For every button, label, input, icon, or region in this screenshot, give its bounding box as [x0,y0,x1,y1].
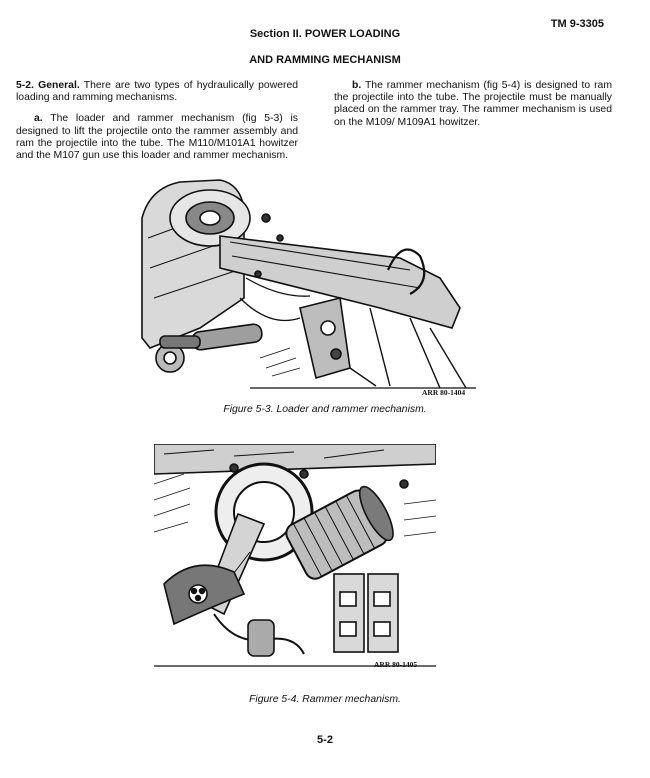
figure-loader-rammer-illustration [140,178,476,396]
page-number: 5-2 [317,734,333,746]
paragraph-b-text: The rammer mechanism (fig 5-4) is designed to ram the projectile into the tube. The projectile must be manually placed on the rammer tray. The rammer mechanism is used on the M109/ M109A1 howitzer. [334,80,612,128]
figure-stamp: ARR 80-1404 [422,388,466,397]
paragraph-b [334,80,612,129]
paragraph-a-lead: a. [34,113,43,125]
document-id: TM 9-3305 [550,18,604,30]
figure-rammer-illustration [154,444,436,670]
paragraph-a-text: The loader and rammer mechanism (fig 5-3) is designed to lift the projectile onto the rammer assembly and ram the projectile into the tube. The M110/M101A1 howitzer and the M107 gun use this loader and rammer mechanism. [16,113,298,162]
left-column [16,80,298,171]
right-column [334,80,612,138]
paragraph-general-lead: 5-2. General. [16,80,80,91]
figure-caption: Figure 5-3. Loader and rammer mechanism. [223,404,427,415]
figure-caption: Figure 5-4. Rammer mechanism. [249,694,401,705]
section-title: Section II. POWER LOADING [249,28,401,40]
paragraph-general-text: There are two types of hydraulically powered loading and ramming mechanisms. [16,80,299,104]
paragraph-general [16,80,298,104]
figure-stamp: ARR 80-1405 [374,660,418,669]
section-subtitle: AND RAMMING MECHANISM [249,54,401,66]
paragraph-b-lead: b. [352,80,362,91]
paragraph-a [16,113,298,162]
